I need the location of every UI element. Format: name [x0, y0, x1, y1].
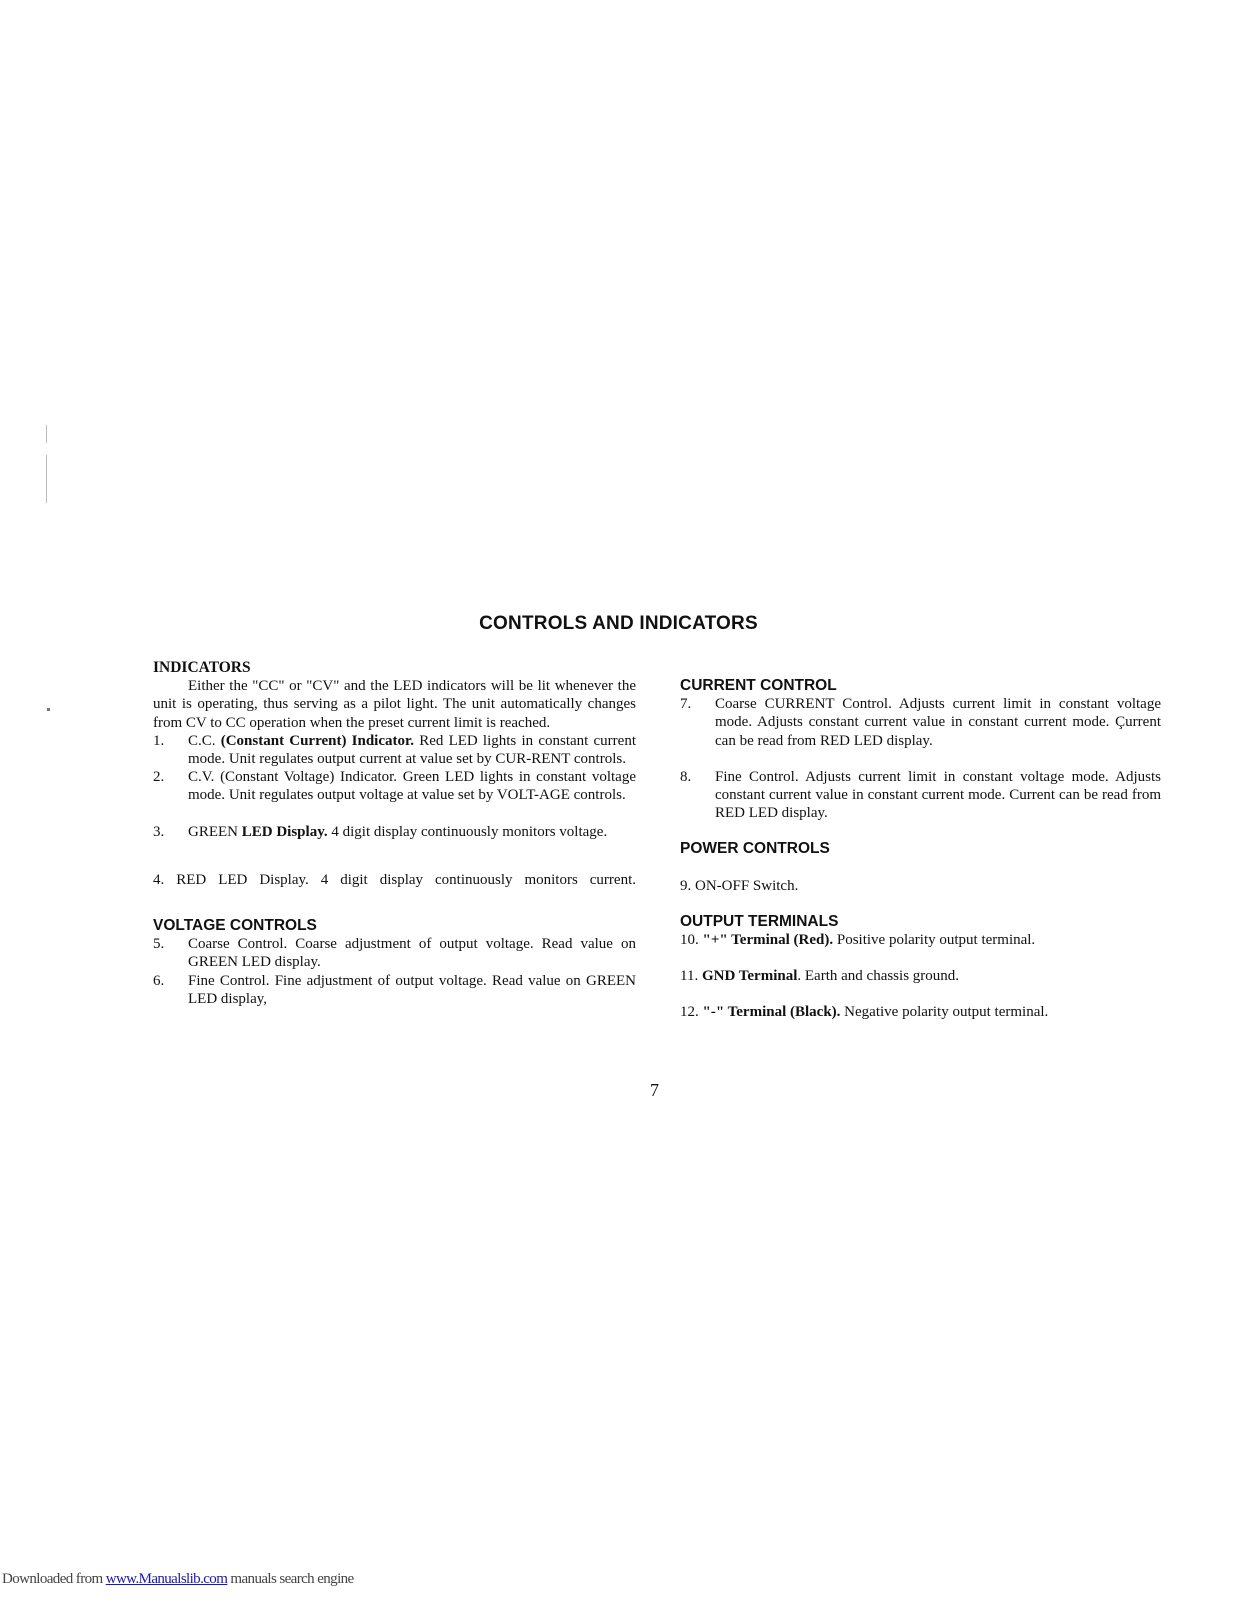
- left-column: [153, 659, 636, 1008]
- list-item-9: 9. ON-OFF Switch.: [680, 877, 799, 894]
- item-text-bold: LED Display.: [241, 823, 328, 840]
- list-item-2: [153, 768, 636, 804]
- item-number: 8.: [680, 768, 692, 785]
- list-item-7: [680, 695, 1161, 750]
- list-item-6: [153, 972, 636, 1008]
- right-column: [680, 677, 1161, 1022]
- item-number: 3.: [153, 823, 165, 840]
- item-text-bold: GND Terminal: [701, 968, 798, 985]
- section-heading-voltage: VOLTAGE CONTROLS: [153, 917, 317, 935]
- item-text: C.V. (Constant Voltage) Indicator. Green LED lights in constant voltage mode. Unit regulates output voltage at value set by VOLT-AGE controls.: [188, 769, 636, 804]
- item-text: Fine Control. Adjusts current limit in constant voltage mode. Adjusts constant current value in constant current mode. Current can be read from RED LED display.: [715, 768, 1161, 822]
- item-text-bold: "+" Terminal (Red).: [702, 932, 834, 949]
- item-text-pre: C.C.: [188, 732, 221, 749]
- scan-mark: [46, 455, 47, 503]
- item-text-pre: GREEN: [188, 823, 242, 840]
- item-text-bold: "-" Terminal (Black).: [702, 1004, 841, 1021]
- footer-suffix: manuals search engine: [227, 1571, 354, 1587]
- item-number: 1.: [153, 732, 165, 749]
- list-item-8: [680, 768, 1161, 823]
- section-heading-current: CURRENT CONTROL: [680, 677, 837, 694]
- manualslib-link[interactable]: www.Manualslib.com: [105, 1571, 228, 1587]
- list-item-4: 4. RED LED Display. 4 digit display continuously monitors current.: [153, 871, 636, 888]
- item-text: Coarse CURRENT Control. Adjusts current limit in constant voltage mode. Adjusts constant current value in constant current mode. Çurrent can be read from RED LED display.: [715, 696, 1161, 749]
- list-item-11: [680, 967, 1161, 985]
- list-item-12: [680, 1003, 1161, 1021]
- item-text-post: 4 digit display continuously monitors voltage.: [327, 823, 608, 840]
- item-text: [188, 732, 636, 768]
- scan-mark: [47, 708, 50, 711]
- footer-prefix: Downloaded from: [2, 1571, 106, 1587]
- item-text: Fine Control. Fine adjustment of output voltage. Read value on GREEN LED display,: [188, 972, 636, 1007]
- item-number: 10.: [680, 932, 699, 949]
- item-number: 7.: [680, 696, 692, 713]
- section-heading-output: OUTPUT TERMINALS: [680, 912, 839, 930]
- item-number: 12.: [680, 1004, 699, 1021]
- page-title: CONTROLS AND INDICATORS: [479, 613, 758, 634]
- item-text-post: Positive polarity output terminal.: [833, 932, 1036, 949]
- download-footer: [2, 1571, 354, 1588]
- item-number: 5.: [153, 936, 165, 953]
- section-heading-indicators: INDICATORS: [153, 659, 251, 676]
- list-item-5: [153, 935, 636, 971]
- item-number: 2.: [153, 769, 165, 786]
- section-heading-power: POWER CONTROLS: [680, 840, 830, 858]
- item-text: [188, 823, 636, 841]
- item-text: Coarse Control. Coarse adjustment of output voltage. Read value on GREEN LED display.: [188, 936, 636, 971]
- list-item-10: [680, 931, 1161, 949]
- indicators-intro: Either the "CC" or "CV" and the LED indicators will be lit whenever the unit is operating, thus serving as a pilot light. The unit automatically changes from CV to CC operation when the preset current limit is reached.: [153, 678, 636, 731]
- page-number: 7: [650, 1080, 659, 1100]
- item-text-post: Red LED lights in constant current mode. Unit regulates output current at value set by CUR-RENT controls.: [188, 732, 636, 768]
- item-number: 6.: [153, 972, 165, 989]
- list-item-3: [153, 823, 636, 841]
- item-number: 11.: [680, 968, 699, 985]
- item-text-post: Negative polarity output terminal.: [840, 1004, 1049, 1021]
- item-text-bold: (Constant Current) Indicator.: [220, 732, 415, 749]
- item-text-post: . Earth and chassis ground.: [797, 968, 960, 985]
- scan-mark: [46, 425, 47, 443]
- list-item-1: [153, 732, 636, 768]
